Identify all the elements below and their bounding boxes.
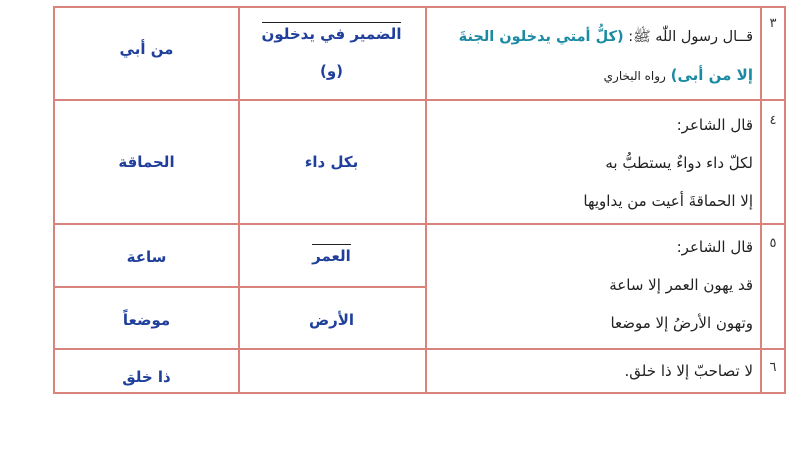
row-number: ٤ — [769, 113, 777, 128]
exercise-table — [53, 6, 786, 394]
row-divider — [55, 286, 425, 288]
answer-cell — [240, 244, 423, 265]
row-number: ٣ — [769, 16, 777, 31]
verse-line: لكلّ داء دواءٌ يستطبُّ به — [605, 154, 753, 172]
answer-cell: ذا خلق — [122, 368, 171, 386]
answer-cell: الأرض — [308, 311, 355, 329]
row-divider — [55, 223, 784, 225]
column-divider — [425, 8, 427, 392]
answer-cell-sub: (و) — [319, 62, 344, 80]
verse-line: قد يهون العمر إلا ساعة — [609, 276, 753, 294]
answer-cell: بكل داء — [304, 153, 359, 171]
row-number: ٦ — [769, 360, 777, 375]
answer-cell — [240, 22, 423, 43]
verse-line: إلا الحماقةَ أعيت من يداويها — [583, 192, 753, 210]
row-divider — [55, 348, 784, 350]
verse-intro: قال الشاعر: — [676, 238, 753, 256]
verse-line: وتهون الأرضُ إلا موضعا — [610, 314, 753, 332]
sentence-text: لا تصاحبّ إلا ذا خلق. — [624, 362, 753, 380]
hadith-source: رواه البخاري — [603, 69, 666, 83]
row-number: ٥ — [769, 236, 777, 251]
hadith-text — [435, 30, 753, 45]
answer-cell: موضعاً — [122, 311, 171, 329]
hadith-quote: (كلُّ أمتي يدخلون الجنةَ — [458, 29, 624, 45]
hadith-intro: قــال رسول اللّٰه ﷺ: — [628, 29, 753, 45]
pronoun-label: الضمير في يدخلون — [262, 22, 402, 43]
verse-intro: قال الشاعر: — [676, 116, 753, 134]
answer-cell: من أبي — [119, 40, 174, 58]
row-divider — [55, 99, 784, 101]
hadith-quote-end: إلا من أبى) — [670, 66, 753, 84]
answer-text: العمر — [312, 244, 351, 265]
answer-cell: الحماقة — [118, 153, 175, 171]
answer-cell: ساعة — [126, 248, 167, 266]
hadith-text-line2 — [435, 68, 753, 83]
column-divider — [760, 8, 762, 392]
